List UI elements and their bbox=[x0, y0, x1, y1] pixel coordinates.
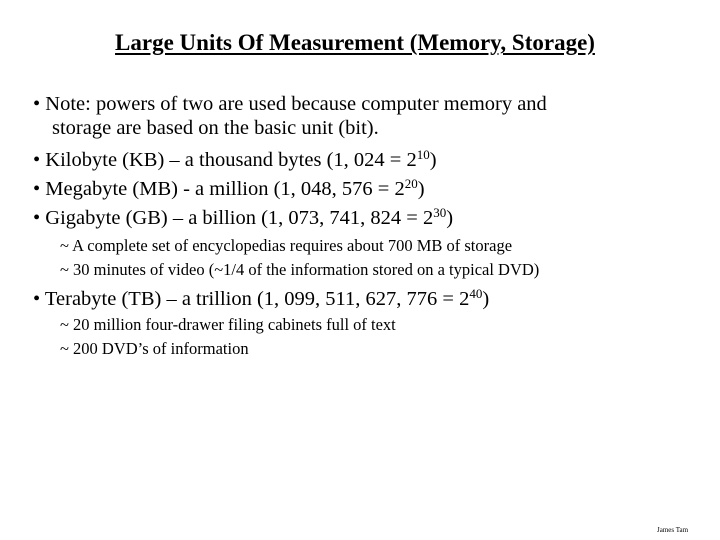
megabyte-close: ) bbox=[417, 178, 425, 200]
terabyte-text: • Terabyte (TB) – a trillion (1, 099, 511, 627, 776 = 2 bbox=[33, 288, 470, 310]
kilobyte-close: ) bbox=[429, 149, 437, 171]
note-line-2: storage are based on the basic unit (bit). bbox=[52, 117, 379, 139]
terabyte-close: ) bbox=[482, 288, 490, 310]
megabyte-exponent: 20 bbox=[404, 176, 418, 191]
terabyte-example-1: ~ 20 million four-drawer filing cabinets full of text bbox=[60, 315, 396, 334]
kilobyte-exponent: 10 bbox=[416, 147, 430, 162]
gigabyte-example-2: ~ 30 minutes of video (~1/4 of the information stored on a typical DVD) bbox=[60, 260, 540, 279]
terabyte-exponent: 40 bbox=[469, 286, 483, 301]
bullet-terabyte bbox=[33, 287, 489, 311]
bullet-kilobyte bbox=[33, 148, 437, 172]
kilobyte-text: • Kilobyte (KB) – a thousand bytes (1, 024 = 2 bbox=[33, 149, 417, 171]
slide-title: Large Units Of Measurement (Memory, Storage) bbox=[115, 30, 595, 55]
megabyte-text: • Megabyte (MB) - a million (1, 048, 576 = 2 bbox=[33, 178, 405, 200]
terabyte-example-2: ~ 200 DVD’s of information bbox=[60, 339, 249, 358]
bullet-note bbox=[33, 92, 547, 140]
gigabyte-text: • Gigabyte (GB) – a billion (1, 073, 741, 824 = 2 bbox=[33, 207, 434, 229]
gigabyte-close: ) bbox=[446, 207, 454, 229]
bullet-gigabyte bbox=[33, 206, 453, 230]
bullet-megabyte bbox=[33, 177, 425, 201]
note-line-1: • Note: powers of two are used because computer memory and bbox=[33, 93, 547, 115]
gigabyte-exponent: 30 bbox=[433, 205, 447, 220]
footer-author: James Tam bbox=[657, 526, 689, 534]
gigabyte-example-1: ~ A complete set of encyclopedias requires about 700 MB of storage bbox=[60, 236, 513, 255]
